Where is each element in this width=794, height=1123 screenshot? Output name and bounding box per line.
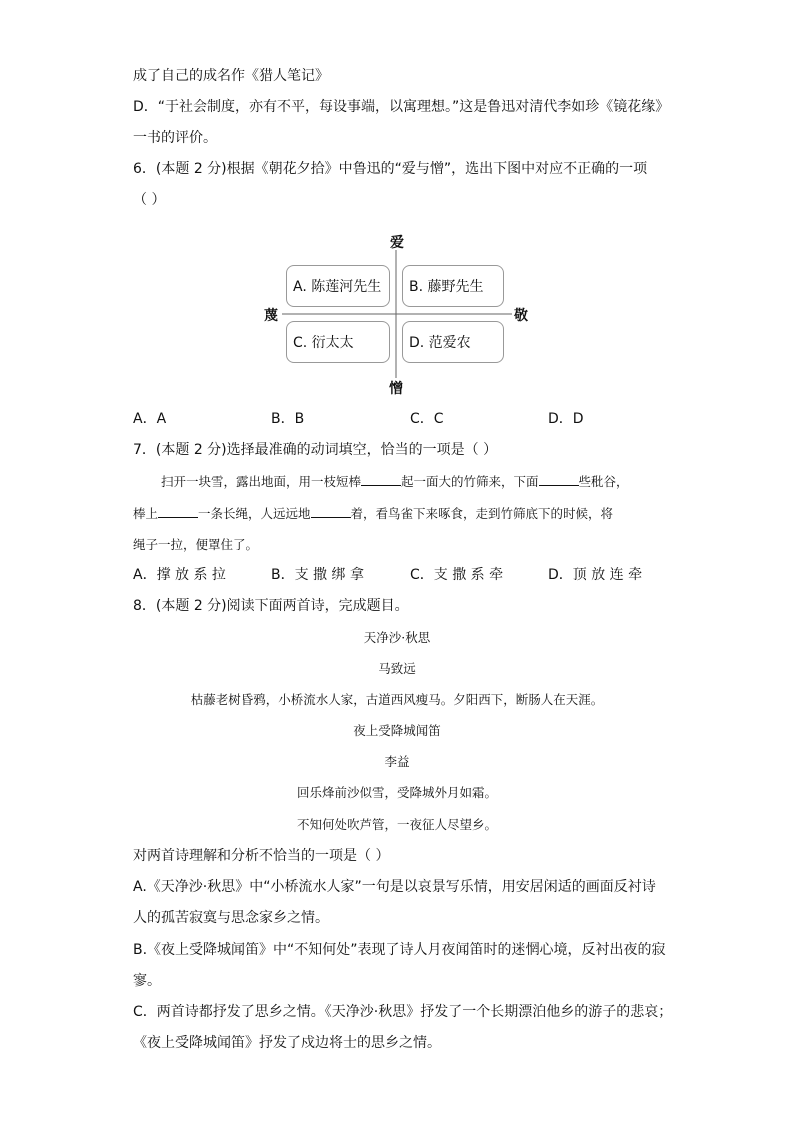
option-d: D．D [548,411,584,427]
option-a: A．撑 放 系 拉 [133,567,226,583]
option-b-line: 寥。 [133,973,161,989]
text-line: 一书的评价。 [133,130,217,146]
option-d: D．顶 放 连 牵 [548,567,643,583]
question-7-stem: 7．(本题 2 分)选择最准确的动词填空，恰当的一项是（ ） [133,442,498,458]
question-8-ask: 对两首诗理解和分析不恰当的一项是（ ） [133,848,390,864]
passage-line: 扫开一块雪，露出地面，用一枝短棒 起一面大的竹筛来，下面 些秕谷， [161,474,629,489]
blank-2 [539,473,579,486]
poem-1-title: 天净沙·秋思 [363,630,431,645]
quadrant-box-d: D. 范爱农 [402,321,504,363]
blank-3 [158,505,198,518]
quadrant-box-b: B. 藤野先生 [402,265,504,307]
option-a: A．A [133,411,167,427]
option-c-line: 《夜上受降城闻笛》抒发了戍边将士的思乡之情。 [133,1035,441,1051]
text-line: 成了自己的成名作《猎人笔记》 [133,68,329,84]
poem-2-author: 李益 [384,754,410,769]
passage-line: 棒上 一条长绳，人远远地 着，看鸟雀下来啄食，走到竹筛底下的时候，将 [133,506,614,521]
quadrant-box-c: C. 衍太太 [286,321,390,363]
option-c: C．支 撒 系 牵 [410,567,504,583]
question-6-stem: 6．(本题 2 分)根据《朝花夕拾》中鲁迅的“爱与憎”，选出下图中对应不正确的一项 [133,161,648,177]
option-a-line: A.《天净沙·秋思》中“小桥流水人家”一句是以哀景写乐情，用安居闲适的画面反衬诗 [133,879,656,895]
blank-1 [361,473,401,486]
option-b-line: B.《夜上受降城闻笛》中“不知何处”表现了诗人月夜闻笛时的迷惘心境，反衬出夜的寂 [133,942,666,958]
poem-2-line: 回乐烽前沙似雪，受降城外月如霜。 [296,785,497,800]
passage-line: 绳子一拉，便罩住了。 [133,537,259,552]
axis-right-label: 敬 [514,308,528,324]
option-b: B．B [271,411,305,427]
option-c-line: C．两首诗都抒发了思乡之情。《天净沙·秋思》抒发了一个长期漂泊他乡的游子的悲哀； [133,1004,673,1020]
poem-1-author: 马致远 [378,661,416,676]
answer-bracket: （ ） [133,192,166,208]
axis-left-label: 蔑 [264,308,278,324]
diagram-axes [0,0,794,400]
poem-2-title: 夜上受降城闻笛 [353,723,441,738]
blank-4 [311,505,351,518]
poem-1-body: 枯藤老树昏鸦，小桥流水人家，古道西风瘦马。夕阳西下，断肠人在天涯。 [190,692,604,707]
axis-top-label: 爱 [390,235,404,251]
poem-2-line: 不知何处吹芦管，一夜征人尽望乡。 [296,817,497,832]
text-line: D．“于社会制度，亦有不平，每设事端，以寓理想。”这是鲁迅对清代李如珍《镜花缘》 [133,99,670,115]
axis-bottom-label: 憎 [389,381,403,397]
option-c: C．C [410,411,444,427]
option-b: B．支 撒 绑 拿 [271,567,364,583]
question-8-stem: 8．(本题 2 分)阅读下面两首诗，完成题目。 [133,598,409,614]
quadrant-box-a: A. 陈莲河先生 [286,265,390,307]
option-a-line: 人的孤苦寂寞与思念家乡之情。 [133,910,329,926]
